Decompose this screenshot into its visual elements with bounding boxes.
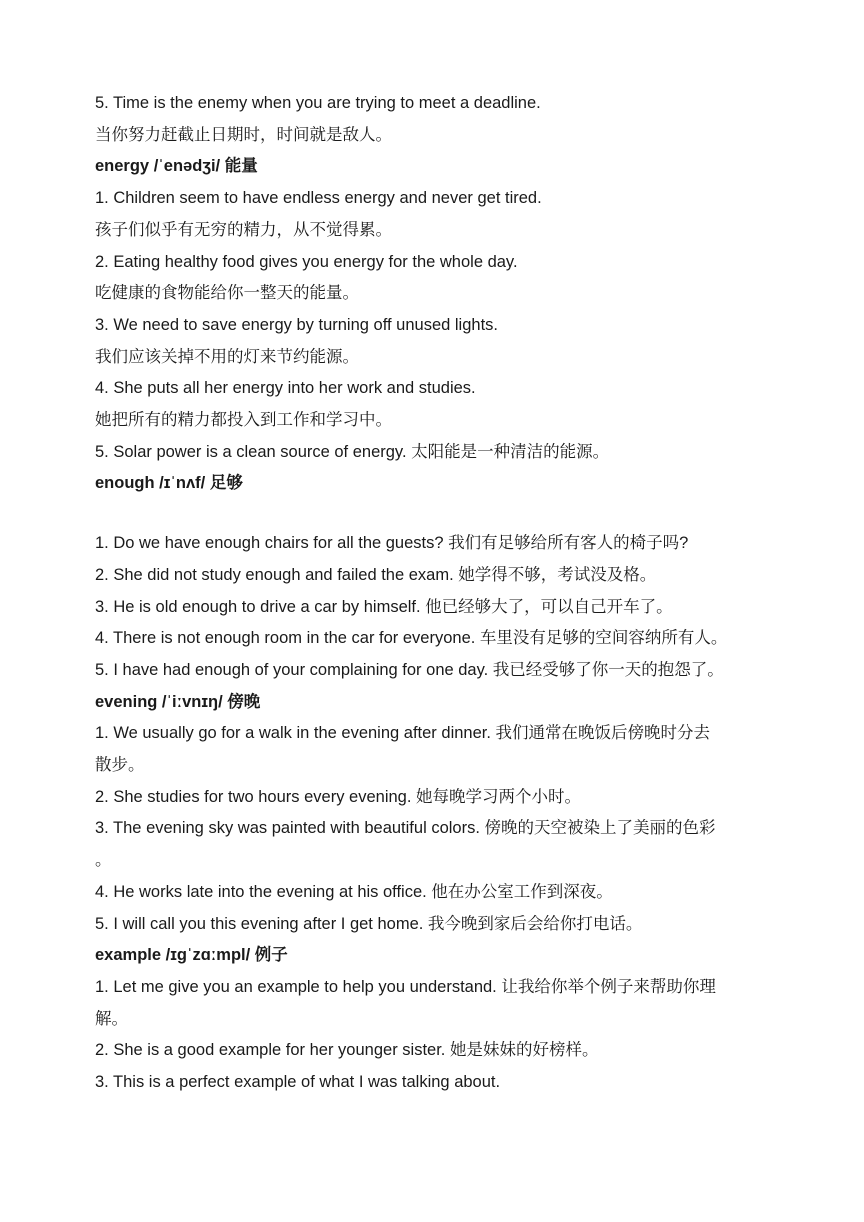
example-sentence-line: 3. This is a perfect example of what I was talking about.: [95, 1073, 501, 1092]
example-sentence-line: 1. Let me give you an example to help you understand. 让我给你举个例子来帮助你理: [95, 977, 716, 996]
example-sentence-line: 5. I will call you this evening after I get home. 我今晚到家后会给你打电话。: [95, 914, 643, 933]
example-sentence-line: 散步。: [95, 756, 145, 775]
example-sentence-line: 3. We need to save energy by turning off unused lights.: [95, 315, 498, 334]
document-page: [95, 88, 775, 1099]
example-sentence-line: 2. Eating healthy food gives you energy for the whole day.: [95, 252, 518, 271]
example-sentence-line: 2. She did not study enough and failed the exam. 她学得不够，考试没及格。: [95, 565, 657, 584]
example-sentence-line: 2. She is a good example for her younger sister. 她是妹妹的好榜样。: [95, 1041, 599, 1060]
example-sentence-line: 5. Solar power is a clean source of energy. 太阳能是一种清洁的能源。: [95, 442, 610, 461]
example-sentence-line: 当你努力赶截止日期时，时间就是敌人。: [95, 125, 392, 144]
example-sentence-line: 1. We usually go for a walk in the evening after dinner. 我们通常在晚饭后傍晚时分去: [95, 724, 711, 743]
vocab-heading: evening /ˈiːvnɪŋ/ 傍晚: [95, 692, 261, 711]
vocab-heading: enough /ɪˈnʌf/ 足够: [95, 474, 243, 493]
example-sentence-line: 5. I have had enough of your complaining for one day. 我已经受够了你一天的抱怨了。: [95, 660, 724, 679]
example-sentence-line: 孩子们似乎有无穷的精力，从不觉得累。: [95, 220, 392, 239]
vocab-heading: energy /ˈenədʒi/ 能量: [95, 157, 258, 176]
example-sentence-line: 1. Children seem to have endless energy and never get tired.: [95, 189, 542, 208]
example-sentence-line: 2. She studies for two hours every evening. 她每晚学习两个小时。: [95, 787, 582, 806]
example-sentence-line: 3. He is old enough to drive a car by himself. 他已经够大了，可以自己开车了。: [95, 597, 673, 616]
example-sentence-line: 4. He works late into the evening at his office. 他在办公室工作到深夜。: [95, 882, 613, 901]
example-sentence-line: 。: [95, 851, 112, 870]
example-sentence-line: 5. Time is the enemy when you are trying to meet a deadline.: [95, 94, 541, 112]
example-sentence-line: 吃健康的食物能给你一整天的能量。: [95, 284, 359, 303]
example-sentence-line: 3. The evening sky was painted with beautiful colors. 傍晚的天空被染上了美丽的色彩: [95, 819, 716, 838]
example-sentence-line: 我们应该关掉不用的灯来节约能源。: [95, 347, 359, 366]
blank-spacer: [95, 500, 775, 528]
example-sentence-line: 她把所有的精力都投入到工作和学习中。: [95, 411, 392, 430]
example-sentence-line: 解。: [95, 1009, 128, 1028]
example-sentence-line: 4. She puts all her energy into her work and studies.: [95, 379, 476, 398]
example-sentence-line: 1. Do we have enough chairs for all the guests? 我们有足够给所有客人的椅子吗?: [95, 534, 689, 553]
example-sentence-line: 4. There is not enough room in the car for everyone. 车里没有足够的空间容纳所有人。: [95, 629, 728, 648]
vocab-heading: example /ɪɡˈzɑːmpl/ 例子: [95, 946, 288, 965]
